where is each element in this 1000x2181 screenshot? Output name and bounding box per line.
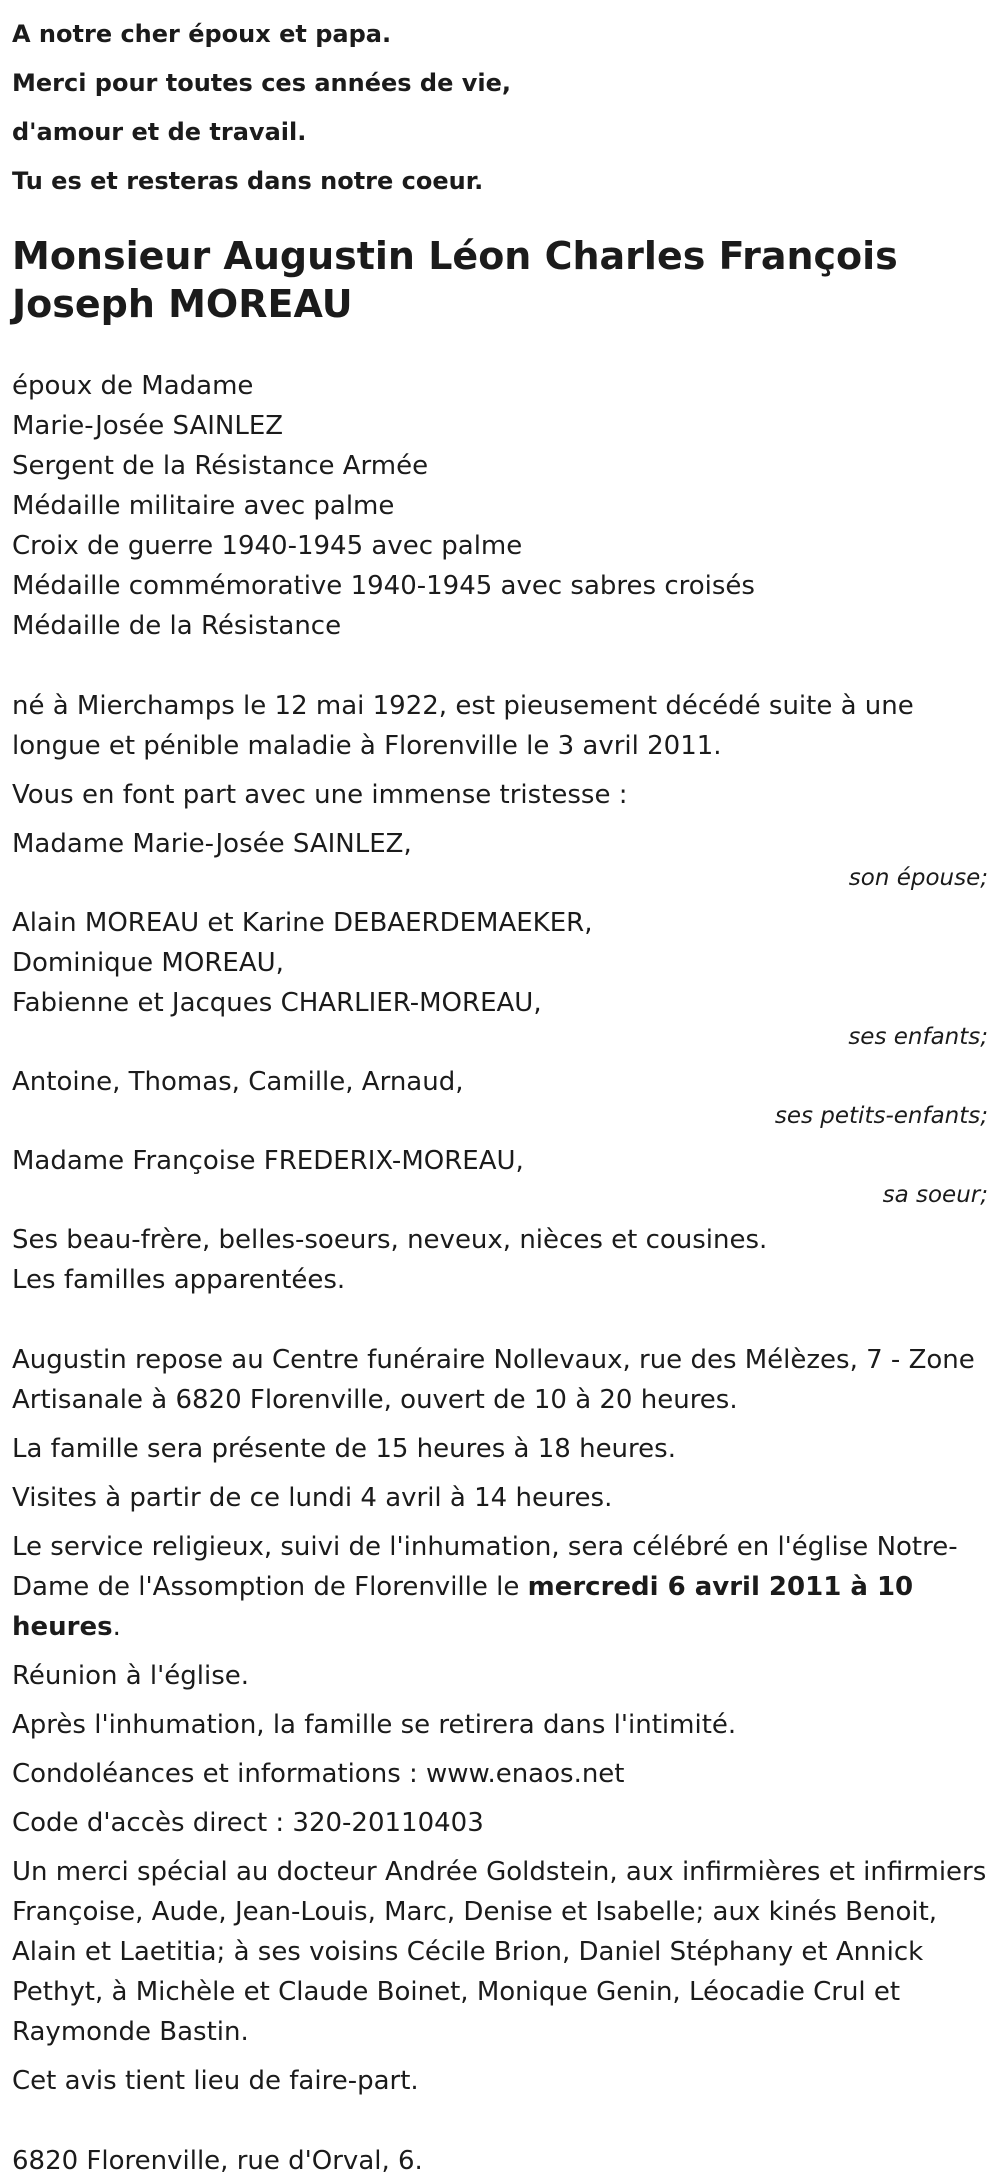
family-name: Alain MOREAU et Karine DEBAERDEMAEKER,	[12, 908, 593, 938]
title-line: Croix de guerre 1940-1945 avec palme	[12, 531, 523, 561]
dedication	[12, 0, 988, 206]
title-line: Médaille de la Résistance	[12, 611, 342, 641]
extended-family	[12, 1220, 988, 1300]
birth-death-text: né à Mierchamps le 12 mai 1922, est pieusement décédé suite à une longue et pénible maladie à Florenville le 3 avril 2011.	[12, 691, 914, 761]
family-relation: sa soeur;	[882, 1182, 988, 1208]
family-group-grandchildren	[12, 1062, 988, 1129]
family-present-text: La famille sera présente de 15 heures à 18 heures.	[12, 1434, 676, 1464]
notice-body	[12, 646, 988, 2181]
title-line: Médaille militaire avec palme	[12, 491, 395, 521]
dedication-line: Tu es et resteras dans notre coeur.	[12, 167, 484, 195]
family-relation: son épouse;	[848, 865, 988, 891]
title-line: Marie-Josée SAINLEZ	[12, 411, 284, 441]
family-group-sister	[12, 1141, 988, 1208]
service-text-end: .	[112, 1612, 121, 1642]
service-date: mercredi 6 avril 2011 à 10 heures	[12, 1572, 914, 1642]
title-line: Sergent de la Résistance Armée	[12, 451, 429, 481]
announce-text: Vous en font part avec une immense tristesse :	[12, 780, 628, 810]
access-code-text: Code d'accès direct : 320-20110403	[12, 1808, 484, 1838]
condolences-text: Condoléances et informations : www.enaos.net	[12, 1759, 625, 1789]
family-relation: ses enfants;	[848, 1024, 988, 1050]
dedication-line: A notre cher époux et papa.	[12, 20, 392, 48]
address-text: 6820 Florenville, rue d'Orval, 6.	[12, 2146, 423, 2176]
service-text	[12, 1527, 988, 1647]
meeting-text: Réunion à l'église.	[12, 1661, 250, 1691]
dedication-line: Merci pour toutes ces années de vie,	[12, 69, 511, 97]
family-group-spouse	[12, 824, 988, 891]
extended-family-line: Ses beau-frère, belles-soeurs, neveux, nièces et cousines.	[12, 1225, 768, 1255]
reposes-text: Augustin repose au Centre funéraire Nollevaux, rue des Mélèzes, 7 - Zone Artisanale à 6820 Florenville, ouvert de 10 à 20 heures.	[12, 1345, 975, 1415]
visits-text: Visites à partir de ce lundi 4 avril à 14 heures.	[12, 1483, 613, 1513]
notice-text: Cet avis tient lieu de faire-part.	[12, 2066, 419, 2096]
family-name: Madame Marie-Josée SAINLEZ,	[12, 829, 412, 859]
title-line: époux de Madame	[12, 371, 254, 401]
family-relation: ses petits-enfants;	[774, 1103, 988, 1129]
family-name: Antoine, Thomas, Camille, Arnaud,	[12, 1067, 464, 1097]
titles-list	[12, 366, 988, 646]
family-name: Fabienne et Jacques CHARLIER-MOREAU,	[12, 988, 542, 1018]
after-burial-text: Après l'inhumation, la famille se retirera dans l'intimité.	[12, 1710, 737, 1740]
title-line: Médaille commémorative 1940-1945 avec sabres croisés	[12, 571, 755, 601]
service-text-main: Le service religieux, suivi de l'inhumation, sera célébré en l'église Notre-Dame de l'Assomption de Florenville le	[12, 1532, 958, 1602]
family-name: Dominique MOREAU,	[12, 948, 284, 978]
thanks-text: Un merci spécial au docteur Andrée Goldstein, aux infirmières et infirmiers Françoise, Aude, Jean-Louis, Marc, Denise et Isabelle; aux kinés Benoit, Alain et Laetitia; à ses voisins Cécile Brion, Daniel Stéphany et Annick Pethyt, à Michèle et Claude Boinet, Monique Genin, Léocadie Crul et Raymonde Bastin.	[12, 1857, 987, 2047]
dedication-line: d'amour et de travail.	[12, 118, 307, 146]
family-group-children	[12, 903, 988, 1050]
family-name: Madame Françoise FREDERIX-MOREAU,	[12, 1146, 524, 1176]
extended-family-line: Les familles apparentées.	[12, 1265, 346, 1295]
deceased-name: Monsieur Augustin Léon Charles François Joseph MOREAU	[12, 234, 898, 326]
